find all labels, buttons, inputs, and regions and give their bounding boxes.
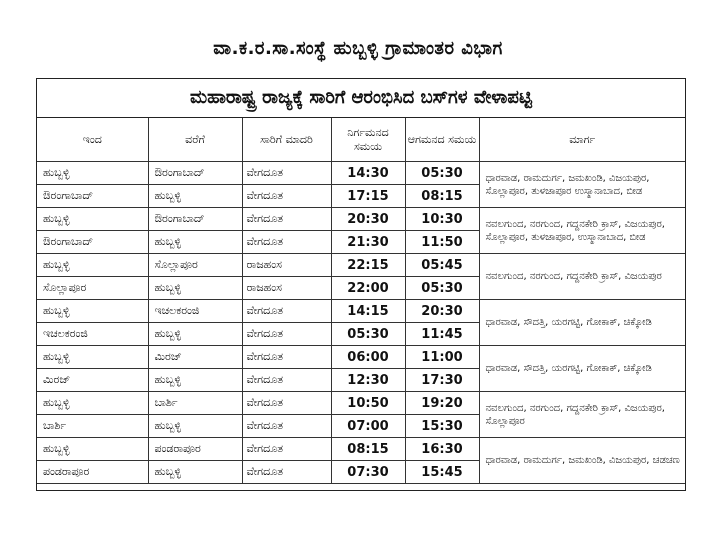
cell-from: ಔರಂಗಾಬಾದ್ (37, 231, 148, 254)
cell-departure: 22:00 (331, 277, 405, 300)
cell-to: ಪಂಡರಾಪೂರ (148, 438, 242, 461)
col-to: ವರೆಗೆ (148, 118, 242, 162)
header-row (37, 118, 685, 162)
cell-to: ಹುಬ್ಬಳ್ಳಿ (148, 323, 242, 346)
timetable (37, 118, 685, 484)
col-departure: ನಿರ್ಗಮನದ ಸಮಯ (331, 118, 405, 162)
cell-route: ಧಾರವಾಡ, ರಾಮದುರ್ಗ, ಜಮಖಂಡಿ, ವಿಜಯಪುರ, ಸೊಲ್ಲಾಪೂರ, ತುಳಜಾಪೂರ ಉಸ್ಮಾನಾಬಾದ, ಬೀಡ (479, 162, 685, 208)
cell-departure: 14:30 (331, 162, 405, 185)
col-route: ಮಾರ್ಗ (479, 118, 685, 162)
cell-from: ಮಿರಜ್ (37, 369, 148, 392)
table-row (37, 346, 685, 369)
cell-to: ಹುಬ್ಬಳ್ಳಿ (148, 185, 242, 208)
cell-arrival: 15:30 (405, 415, 479, 438)
cell-departure: 10:50 (331, 392, 405, 415)
cell-route: ನವಲಗುಂದ, ನರಗುಂದ, ಗದ್ದನಕೇರಿ ಕ್ರಾಸ್, ವಿಜಯಪುರ, ಸೊಲ್ಲಾಪೂರ, ತುಳಜಾಪೂರ, ಉಸ್ಮಾನಾಬಾದ, ಬೀಡ (479, 208, 685, 254)
cell-to: ಬಾರ್ಶಿ (148, 392, 242, 415)
cell-to: ಹುಬ್ಬಳ್ಳಿ (148, 369, 242, 392)
cell-to: ಮಿರಜ್ (148, 346, 242, 369)
table-row (37, 254, 685, 277)
cell-type: ವೇಗದೂತ (242, 461, 331, 484)
cell-type: ರಾಜಹಂಸ (242, 254, 331, 277)
cell-from: ಹುಬ್ಬಳ್ಳಿ (37, 300, 148, 323)
cell-arrival: 20:30 (405, 300, 479, 323)
timetable-title: ಮಹಾರಾಷ್ಟ್ರ ರಾಜ್ಯಕ್ಕೆ ಸಾರಿಗೆ ಆರಂಭಿಸಿದ ಬಸ್‌ಗಳ ವೇಳಾಪಟ್ಟಿ (37, 79, 685, 118)
table-row (37, 392, 685, 415)
cell-from: ಪಂಡರಾಪೂರ (37, 461, 148, 484)
cell-arrival: 15:45 (405, 461, 479, 484)
table-row (37, 300, 685, 323)
cell-from: ಸೊಲ್ಲಾಪೂರ (37, 277, 148, 300)
cell-departure: 21:30 (331, 231, 405, 254)
cell-from: ಇಚಲಕರಂಜಿ (37, 323, 148, 346)
cell-departure: 17:15 (331, 185, 405, 208)
cell-route: ಧಾರವಾಡ, ರಾಮದುರ್ಗ, ಜಮಖಂಡಿ, ವಿಜಯಪುರ, ಚಡಚಣ (479, 438, 685, 484)
cell-route: ನವಲಗುಂದ, ನರಗುಂದ, ಗದ್ದನಕೇರಿ ಕ್ರಾಸ್, ವಿಜಯಪುರ, ಸೊಲ್ಲಾಪೂರ (479, 392, 685, 438)
cell-departure: 06:00 (331, 346, 405, 369)
cell-route: ಧಾರವಾಡ, ಸೌದತ್ತಿ, ಯರಗಟ್ಟಿ, ಗೋಕಾಕ್, ಚಿಕ್ಕೋಡಿ (479, 300, 685, 346)
timetable-frame (36, 78, 686, 491)
cell-arrival: 10:30 (405, 208, 479, 231)
cell-arrival: 08:15 (405, 185, 479, 208)
cell-to: ಇಚಲಕರಂಜಿ (148, 300, 242, 323)
cell-route: ನವಲಗುಂದ, ನರಗುಂದ, ಗದ್ದನಕೇರಿ ಕ್ರಾಸ್, ವಿಜಯಪುರ (479, 254, 685, 300)
cell-from: ಹುಬ್ಬಳ್ಳಿ (37, 162, 148, 185)
cell-type: ವೇಗದೂತ (242, 392, 331, 415)
cell-type: ವೇಗದೂತ (242, 369, 331, 392)
cell-type: ರಾಜಹಂಸ (242, 277, 331, 300)
cell-route: ಧಾರವಾಡ, ಸೌದತ್ತಿ, ಯರಗಟ್ಟಿ, ಗೋಕಾಕ್, ಚಿಕ್ಕೋಡಿ (479, 346, 685, 392)
cell-type: ವೇಗದೂತ (242, 231, 331, 254)
cell-to: ಸೊಲ್ಲಾಪೂರ (148, 254, 242, 277)
cell-arrival: 11:00 (405, 346, 479, 369)
cell-type: ವೇಗದೂತ (242, 208, 331, 231)
cell-type: ವೇಗದೂತ (242, 323, 331, 346)
cell-departure: 05:30 (331, 323, 405, 346)
col-from: ಇಂದ (37, 118, 148, 162)
cell-departure: 12:30 (331, 369, 405, 392)
table-row (37, 438, 685, 461)
cell-from: ಔರಂಗಾಬಾದ್ (37, 185, 148, 208)
table-row (37, 208, 685, 231)
cell-from: ಹುಬ್ಬಳ್ಳಿ (37, 208, 148, 231)
cell-departure: 07:30 (331, 461, 405, 484)
cell-arrival: 05:30 (405, 277, 479, 300)
cell-to: ಹುಬ್ಬಳ್ಳಿ (148, 231, 242, 254)
cell-arrival: 17:30 (405, 369, 479, 392)
cell-departure: 20:30 (331, 208, 405, 231)
cell-arrival: 11:45 (405, 323, 479, 346)
cell-type: ವೇಗದೂತ (242, 185, 331, 208)
cell-type: ವೇಗದೂತ (242, 346, 331, 369)
col-type: ಸಾರಿಗೆ ಮಾದರಿ (242, 118, 331, 162)
cell-from: ಹುಬ್ಬಳ್ಳಿ (37, 346, 148, 369)
cell-from: ಹುಬ್ಬಳ್ಳಿ (37, 392, 148, 415)
cell-from: ಹುಬ್ಬಳ್ಳಿ (37, 254, 148, 277)
cell-from: ಬಾರ್ಶಿ (37, 415, 148, 438)
page-heading: ವಾ.ಕ.ರ.ಸಾ.ಸಂಸ್ಥೆ ಹುಬ್ಬಳ್ಳಿ ಗ್ರಾಮಾಂತರ ವಿಭಾಗ (213, 38, 503, 59)
cell-type: ವೇಗದೂತ (242, 162, 331, 185)
cell-type: ವೇಗದೂತ (242, 300, 331, 323)
table-row (37, 162, 685, 185)
cell-to: ಔರಂಗಾಬಾದ್ (148, 162, 242, 185)
cell-to: ಹುಬ್ಬಳ್ಳಿ (148, 415, 242, 438)
cell-to: ಹುಬ್ಬಳ್ಳಿ (148, 461, 242, 484)
cell-type: ವೇಗದೂತ (242, 415, 331, 438)
col-arrival: ಆಗಮನದ ಸಮಯ (405, 118, 479, 162)
cell-to: ಔರಂಗಾಬಾದ್ (148, 208, 242, 231)
cell-type: ವೇಗದೂತ (242, 438, 331, 461)
cell-arrival: 16:30 (405, 438, 479, 461)
cell-departure: 14:15 (331, 300, 405, 323)
cell-arrival: 19:20 (405, 392, 479, 415)
cell-arrival: 05:45 (405, 254, 479, 277)
cell-arrival: 05:30 (405, 162, 479, 185)
cell-departure: 07:00 (331, 415, 405, 438)
cell-arrival: 11:50 (405, 231, 479, 254)
cell-from: ಹುಬ್ಬಳ್ಳಿ (37, 438, 148, 461)
cell-to: ಹುಬ್ಬಳ್ಳಿ (148, 277, 242, 300)
cell-departure: 08:15 (331, 438, 405, 461)
cell-departure: 22:15 (331, 254, 405, 277)
